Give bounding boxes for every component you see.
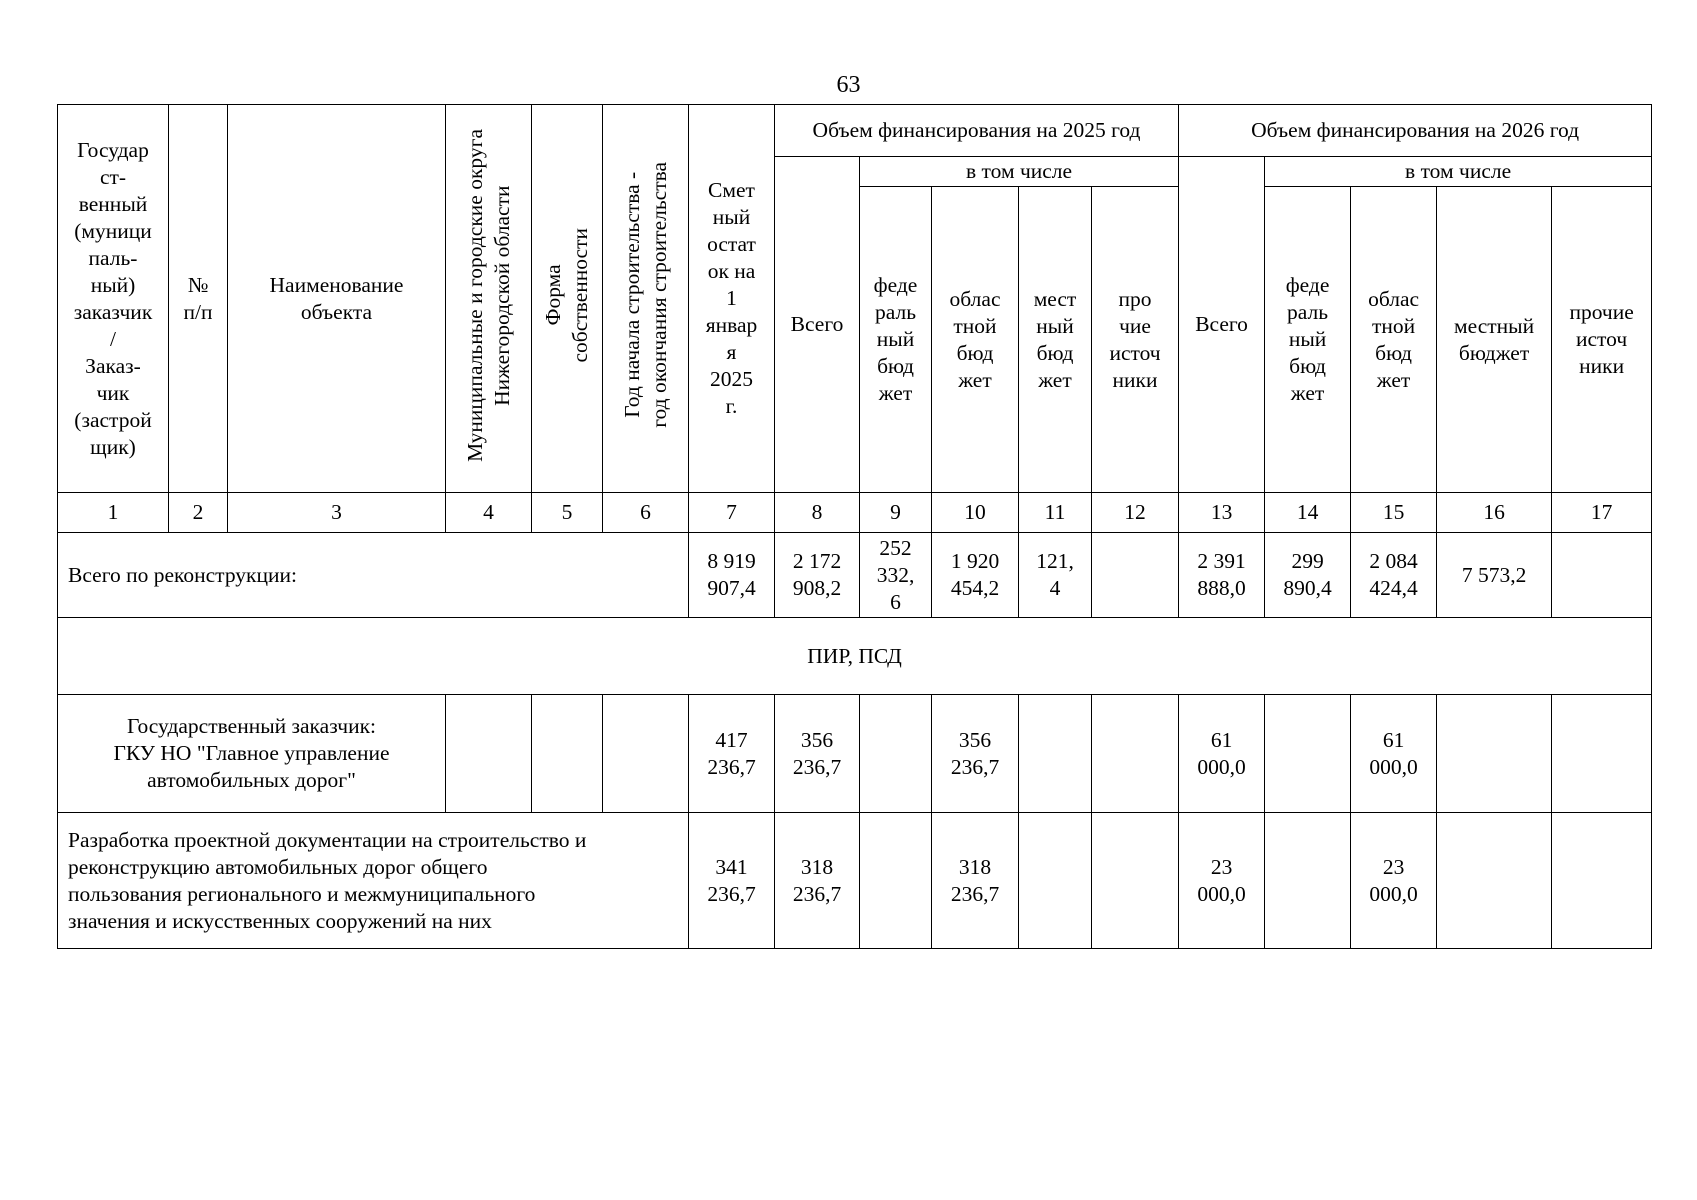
column-number: 8 [775,493,860,533]
header-federal-2026: феде раль ный бюд жет [1265,187,1351,493]
customer-row-label: Государственный заказчик: ГКУ НО "Главное управление автомобильных дорог" [58,695,446,813]
header-years: Год начала строительства - год окончания строительства [603,105,689,493]
header-fin-2025: Объем финансирования на 2025 год [775,105,1179,157]
column-number: 10 [932,493,1019,533]
column-number: 1 [58,493,169,533]
value-cell: 8 919 907,4 [689,533,775,618]
column-number: 6 [603,493,689,533]
value-cell [860,695,932,813]
column-numbers-row [58,493,1652,533]
header-object-name: Наименование объекта [228,105,446,493]
value-cell [1265,813,1351,949]
value-cell [1092,695,1179,813]
header-total-2026: Всего [1179,157,1265,493]
value-cell: 61 000,0 [1351,695,1437,813]
column-number: 9 [860,493,932,533]
column-number: 17 [1552,493,1652,533]
header-including-2025: в том числе [860,157,1179,187]
value-cell: 23 000,0 [1351,813,1437,949]
value-cell [1092,813,1179,949]
value-cell: 318 236,7 [932,813,1019,949]
header-regional-2025: облас тной бюд жет [932,187,1019,493]
value-cell: 1 920 454,2 [932,533,1019,618]
value-cell [1552,533,1652,618]
value-cell: 299 890,4 [1265,533,1351,618]
header-num: № п/п [169,105,228,493]
value-cell: 2 391 888,0 [1179,533,1265,618]
header-local-2025: мест ный бюд жет [1019,187,1092,493]
header-local-2026: местный бюджет [1437,187,1552,493]
total-row [58,533,1652,618]
column-number: 2 [169,493,228,533]
column-number: 7 [689,493,775,533]
value-cell: 417 236,7 [689,695,775,813]
column-number: 3 [228,493,446,533]
value-cell: 356 236,7 [932,695,1019,813]
value-cell: 121, 4 [1019,533,1092,618]
header-estimate: Смет ный остат ок на 1 январ я 2025 г. [689,105,775,493]
value-cell [1552,813,1652,949]
column-number: 12 [1092,493,1179,533]
header-other-2025: про чие источ ники [1092,187,1179,493]
column-number: 14 [1265,493,1351,533]
value-cell: 356 236,7 [775,695,860,813]
customer-row [58,695,1652,813]
value-cell [1019,695,1092,813]
value-cell: 2 084 424,4 [1351,533,1437,618]
column-number: 15 [1351,493,1437,533]
empty-cell [603,695,689,813]
header-customer: Государ ст- венный (муници паль- ный) заказчик / Заказ- чик (застрой щик) [58,105,169,493]
value-cell [1265,695,1351,813]
header-federal-2025: феде раль ный бюд жет [860,187,932,493]
section-title: ПИР, ПСД [58,618,1652,695]
value-cell [1437,813,1552,949]
empty-cell [446,695,532,813]
column-number: 16 [1437,493,1552,533]
value-cell: 7 573,2 [1437,533,1552,618]
header-total-2025: Всего [775,157,860,493]
page-number: 63 [836,72,861,98]
value-cell: 341 236,7 [689,813,775,949]
header-ownership: Форма собственности [532,105,603,493]
value-cell [1019,813,1092,949]
empty-cell [532,695,603,813]
design-row-label: Разработка проектной документации на строительство и реконструкцию автомобильных дорог общего пользования регионального и межмуниципального значения и искусственных сооружений на них [58,813,689,949]
financing-table [57,104,1652,949]
value-cell: 252 332, 6 [860,533,932,618]
column-number: 11 [1019,493,1092,533]
value-cell: 2 172 908,2 [775,533,860,618]
value-cell [860,813,932,949]
column-number: 4 [446,493,532,533]
total-row-label: Всего по реконструкции: [58,533,689,618]
header-fin-2026: Объем финансирования на 2026 год [1179,105,1652,157]
column-number: 13 [1179,493,1265,533]
value-cell: 61 000,0 [1179,695,1265,813]
value-cell [1437,695,1552,813]
column-number: 5 [532,493,603,533]
header-municipalities: Муниципальные и городские округа Нижегородской области [446,105,532,493]
design-row [58,813,1652,949]
value-cell [1552,695,1652,813]
header-regional-2026: облас тной бюд жет [1351,187,1437,493]
section-row [58,618,1652,695]
value-cell [1092,533,1179,618]
value-cell: 23 000,0 [1179,813,1265,949]
value-cell: 318 236,7 [775,813,860,949]
header-other-2026: прочие источ ники [1552,187,1652,493]
header-including-2026: в том числе [1265,157,1652,187]
